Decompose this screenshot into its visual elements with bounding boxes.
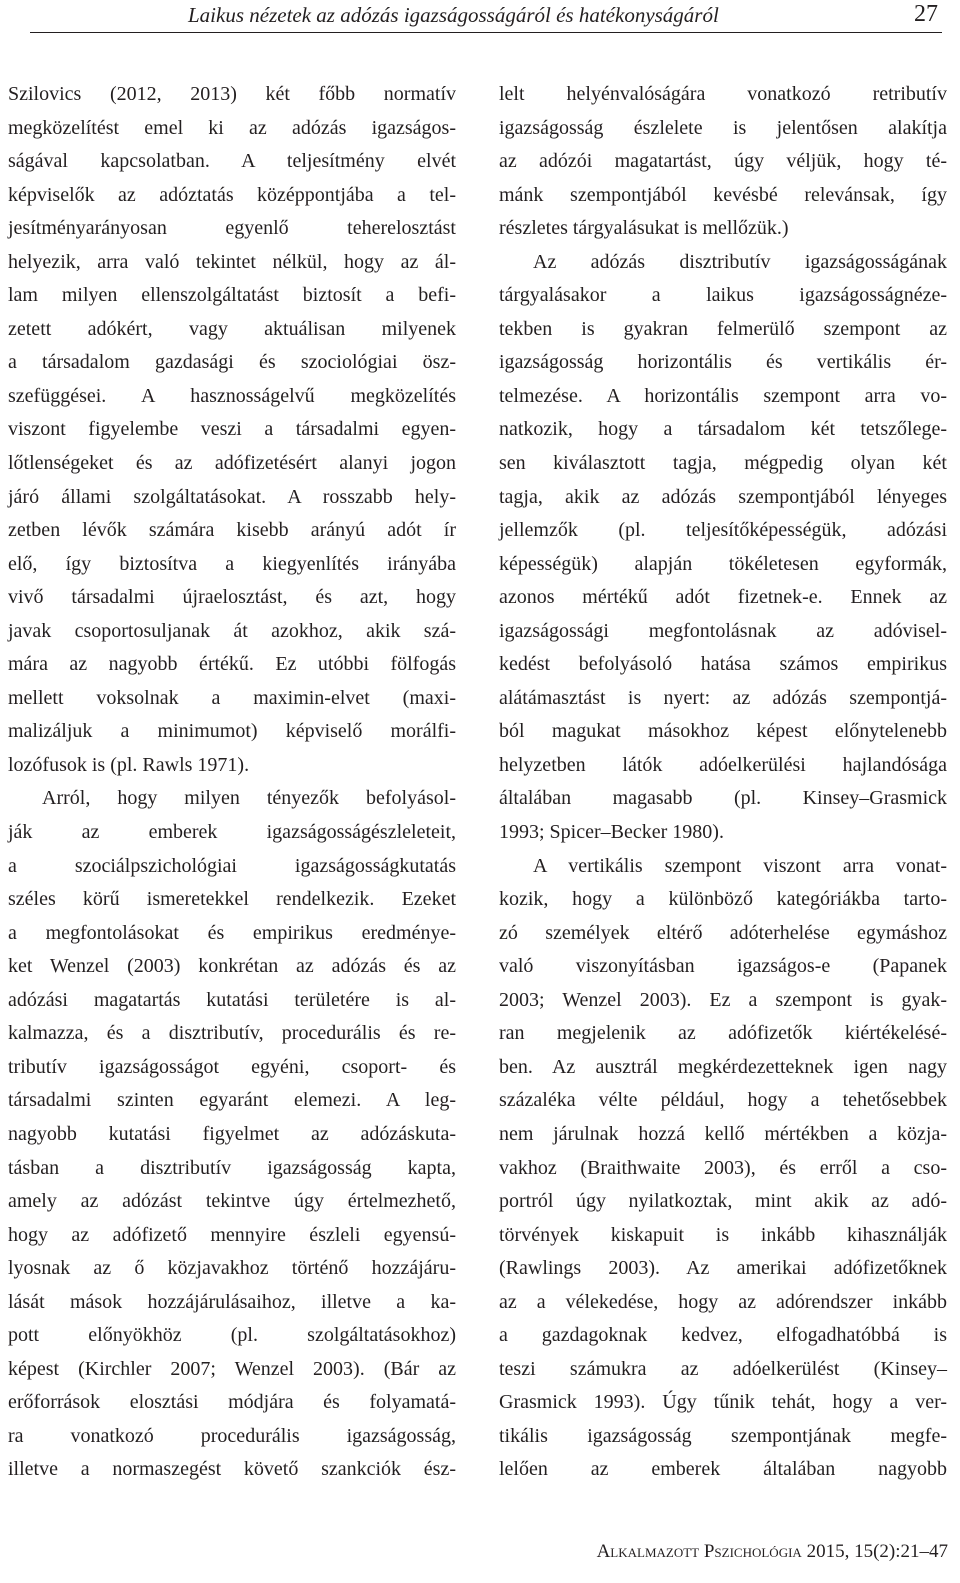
text-line: nem járulnak hozzá kellő mértékben a közja-: [499, 1122, 947, 1145]
text-line: alátámasztást is nyert: az adózás szempontjá-: [499, 686, 947, 709]
text-line: helyzetben látók adóelkerülési hajlandósága: [499, 753, 947, 776]
text-line: szefüggései. A hasznosságelvű megközelítés: [8, 384, 456, 407]
text-line: részletes tárgyalásukat is mellőzük.): [499, 217, 789, 240]
text-line: törvények kiskapuit is inkább kihasználják: [499, 1223, 947, 1246]
text-line: általában magasabb (pl. Kinsey–Grasmick: [499, 787, 947, 810]
text-line: képest (Kirchler 2007; Wenzel 2003). (Bár az: [8, 1357, 456, 1380]
text-line: ból magukat másokhoz képest előnytelenebb: [499, 720, 947, 743]
text-line: A vertikális szempont viszont arra vonat-: [533, 854, 947, 877]
journal-footer: [597, 1541, 948, 1563]
text-line: mára az nagyobb értékű. Ez utóbbi fölfogás: [8, 653, 456, 676]
text-line: (Rawlings 2003). Az amerikai adófizetőknek: [499, 1257, 947, 1280]
text-line: jellemzők (pl. teljesítőképességük, adózási: [499, 519, 947, 542]
text-line: helyezik, arra való tekintet nélkül, hogy az ál-: [8, 250, 456, 273]
text-line: zetben lévők számára kisebb arányú adót ír: [8, 519, 456, 542]
text-line: azonos mértékű adót fizetnek-e. Ennek az: [499, 586, 947, 609]
text-line: kedést befolyásoló hatása számos empirikus: [499, 653, 947, 676]
text-line: Grasmick 1993). Úgy tűnik tehát, hogy a ver-: [499, 1391, 947, 1414]
left-column: [8, 78, 456, 1487]
text-line: lőtlenségeket és az adófizetésért alanyi jogon: [8, 452, 456, 475]
text-line: nagyobb kutatási figyelmet az adózáskuta-: [8, 1122, 456, 1145]
text-line: megközelítést emel ki az adózás igazságos-: [8, 116, 456, 139]
text-line: lelt helyénvalóságára vonatkozó retributív: [499, 83, 947, 105]
text-line: ságával kapcsolatban. A teljesítmény elvét: [8, 150, 456, 173]
text-line: sen kiválasztott tagja, mégpedig olyan két: [499, 452, 947, 475]
text-line: mánk szempontjából kevésbé relevánsak, így: [499, 183, 947, 206]
text-line: erőforrások elosztási módjára és folyamatá-: [8, 1391, 456, 1414]
text-line: való viszonyításban igazságos-e (Papanek: [499, 955, 947, 978]
text-line: adózási magatartás kutatási területére is al-: [8, 988, 456, 1011]
text-line: portról úgy nyilatkoztak, mint akik az adó-: [499, 1190, 947, 1213]
text-line: az a vélekedése, hogy az adórendszer inkább: [499, 1290, 947, 1313]
text-line: vivő társadalmi újraelosztást, és azt, hogy: [8, 586, 456, 609]
text-line: a gazdagoknak kedvez, elfogadhatóbbá is: [499, 1324, 947, 1347]
text-line: illetve a normaszegést követő szankciók ész-: [8, 1458, 456, 1481]
text-line: ket Wenzel (2003) konkrétan az adózás és az: [8, 955, 456, 978]
text-line: az adózói magatartást, úgy véljük, hogy té-: [499, 150, 947, 173]
text-line: igazságosság horizontális és vertikális ér-: [499, 351, 947, 374]
text-line: képességük) alapján tökéletesen egyformák,: [499, 552, 947, 575]
journal-name: Alkalmazott Pszichológia: [596, 1541, 802, 1562]
text-line: ben. Az ausztrál megkérdezetteknek igen nagy: [499, 1055, 947, 1078]
page-number: 27: [914, 1, 938, 27]
text-line: ják az emberek igazságosságészleleteit,: [8, 821, 456, 844]
text-line: lam milyen ellenszolgáltatást biztosít a befi-: [8, 284, 456, 307]
text-line: százaléka vélte például, hogy a tehetősebbek: [499, 1089, 947, 1112]
text-line: igazságosság észlelete is jelentősen alakítja: [499, 116, 947, 139]
right-column: [499, 78, 947, 1487]
text-line: teszi számukra az adóelkerülést (Kinsey–: [499, 1357, 947, 1380]
text-line: tárgyalásakor a laikus igazságosságnéze-: [499, 284, 947, 307]
text-line: javak csoportosuljanak át azokhoz, akik szá-: [8, 619, 456, 642]
text-line: tásban a disztributív igazságosság kapta,: [8, 1156, 456, 1179]
text-line: járó állami szolgáltatásokat. A rosszabb hely-: [8, 485, 456, 508]
text-line: lyosnak az ő közjavakhoz történő hozzájáru-: [8, 1257, 456, 1280]
text-line: a megfontolásokat és empirikus eredménye-: [8, 921, 456, 944]
text-line: zó személyek eltérő adóterhelése egymáshoz: [499, 921, 947, 944]
text-line: Az adózás disztributív igazságosságának: [533, 250, 947, 273]
text-line: igazságossági megfontolásnak az adóvisel-: [499, 619, 947, 642]
text-line: telmezése. A horizontális szempont arra vo-: [499, 384, 947, 407]
text-line: pott előnyökhöz (pl. szolgáltatásokhoz): [8, 1324, 456, 1347]
text-line: lását mások hozzájárulásaihoz, illetve a ka-: [8, 1290, 456, 1313]
text-line: a társadalom gazdasági és szociológiai ösz-: [8, 351, 456, 374]
text-line: lelően az emberek általában nagyobb: [499, 1458, 947, 1481]
text-line: kozik, hogy a különböző kategóriákba tarto-: [499, 888, 947, 911]
text-line: tributív igazságosságot egyéni, csoport- és: [8, 1055, 456, 1078]
text-line: tekben is gyakran felmerülő szempont az: [499, 317, 947, 340]
text-line: vakhoz (Braithwaite 2003), és erről a cso-: [499, 1156, 947, 1179]
text-line: jesítményarányosan egyenlő teherelosztást: [8, 217, 456, 240]
text-line: mellett voksolnak a maximin-elvet (maxi-: [8, 686, 456, 709]
text-line: lozófusok is (pl. Rawls 1971).: [8, 753, 250, 776]
text-line: viszont figyelembe veszi a társadalmi egyen-: [8, 418, 456, 441]
journal-citation: 2015, 15(2):21–47: [806, 1541, 948, 1562]
text-line: kalmazza, és a disztributív, procedurális és re-: [8, 1022, 456, 1045]
running-header-title: Laikus nézetek az adózás igazságosságáról és hatékonyságáról: [188, 3, 719, 27]
text-line: amely az adózást tekintve úgy értelmezhető,: [8, 1190, 456, 1213]
text-line: társadalmi szinten egyaránt elemezi. A leg-: [8, 1089, 456, 1112]
text-line: Arról, hogy milyen tényezők befolyásol-: [42, 787, 456, 810]
text-line: széles körű ismeretekkel rendelkezik. Ezeket: [8, 888, 456, 911]
text-line: hogy az adófizető mennyire észleli egyensú-: [8, 1223, 456, 1246]
text-line: malizáljuk a minimumot) képviselő morálfi-: [8, 720, 456, 743]
text-line: ran megjelenik az adófizetők kiértékelésé-: [499, 1022, 947, 1045]
text-line: Szilovics (2012, 2013) két főbb normatív: [8, 83, 456, 105]
text-line: natkozik, hogy a társadalom két tetszőlege-: [499, 418, 947, 441]
text-line: 1993; Spicer–Becker 1980).: [499, 821, 724, 844]
text-line: elő, így biztosítva a kiegyenlítés irányába: [8, 552, 456, 575]
text-line: képviselők az adóztatás középpontjába a tel-: [8, 183, 456, 206]
text-line: tagja, akik az adózás szempontjából lényeges: [499, 485, 947, 508]
text-line: zetett adókért, vagy aktuálisan milyenek: [8, 317, 456, 340]
text-line: 2003; Wenzel 2003). Ez a szempont is gyak-: [499, 988, 947, 1011]
running-header: [30, 0, 942, 33]
text-line: tikális igazságosság szempontjának megfe-: [499, 1424, 947, 1447]
text-line: ra vonatkozó procedurális igazságosság,: [8, 1424, 456, 1447]
text-line: a szociálpszichológiai igazságosságkutatás: [8, 854, 456, 877]
